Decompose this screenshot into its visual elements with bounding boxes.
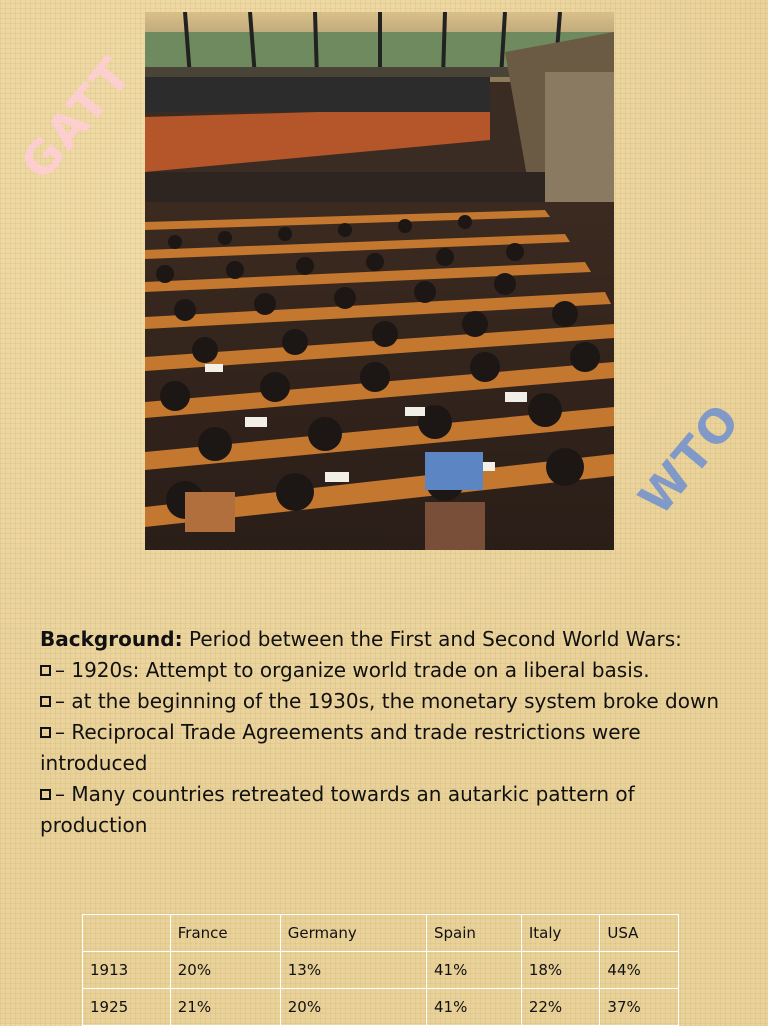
table-cell: 20% (170, 952, 280, 989)
bullet-text: – 1920s: Attempt to organize world trade on a liberal basis. (55, 658, 650, 682)
checkbox-bullet-icon (40, 696, 51, 707)
table-cell: 22% (521, 989, 600, 1026)
background-text (40, 624, 740, 841)
table-header-cell: Germany (280, 915, 426, 952)
bullet-text: – Reciprocal Trade Agreements and trade restrictions were introduced (40, 720, 641, 775)
table-cell: 13% (280, 952, 426, 989)
table-header-cell (83, 915, 171, 952)
table-cell: 21% (170, 989, 280, 1026)
bullet-text: – Many countries retreated towards an autarkic pattern of production (40, 782, 635, 837)
heading-label: Background: (40, 627, 183, 651)
table-header-cell: France (170, 915, 280, 952)
table-cell: 1913 (83, 952, 171, 989)
gatt-watermark: GATT (10, 46, 143, 190)
background-heading (40, 624, 740, 655)
bullet-item (40, 686, 740, 717)
trade-table (82, 914, 679, 1026)
bullet-item (40, 717, 740, 779)
table-header-cell: USA (600, 915, 679, 952)
table-cell: 41% (426, 989, 521, 1026)
table-header-cell: Italy (521, 915, 600, 952)
table-cell: 1925 (83, 989, 171, 1026)
table-row (83, 952, 679, 989)
table-cell: 44% (600, 952, 679, 989)
heading-text: Period between the First and Second World Wars: (182, 627, 682, 651)
checkbox-bullet-icon (40, 789, 51, 800)
bullet-item (40, 655, 740, 686)
bullet-text: – at the beginning of the 1930s, the monetary system broke down (55, 689, 719, 713)
wto-watermark: WTO (628, 392, 752, 525)
table-header-cell: Spain (426, 915, 521, 952)
table-cell: 37% (600, 989, 679, 1026)
table-row (83, 989, 679, 1026)
table-header-row (83, 915, 679, 952)
checkbox-bullet-icon (40, 665, 51, 676)
table-cell: 20% (280, 989, 426, 1026)
table-cell: 41% (426, 952, 521, 989)
checkbox-bullet-icon (40, 727, 51, 738)
conference-hall-photo (145, 12, 614, 550)
table-cell: 18% (521, 952, 600, 989)
bullet-item (40, 779, 740, 841)
